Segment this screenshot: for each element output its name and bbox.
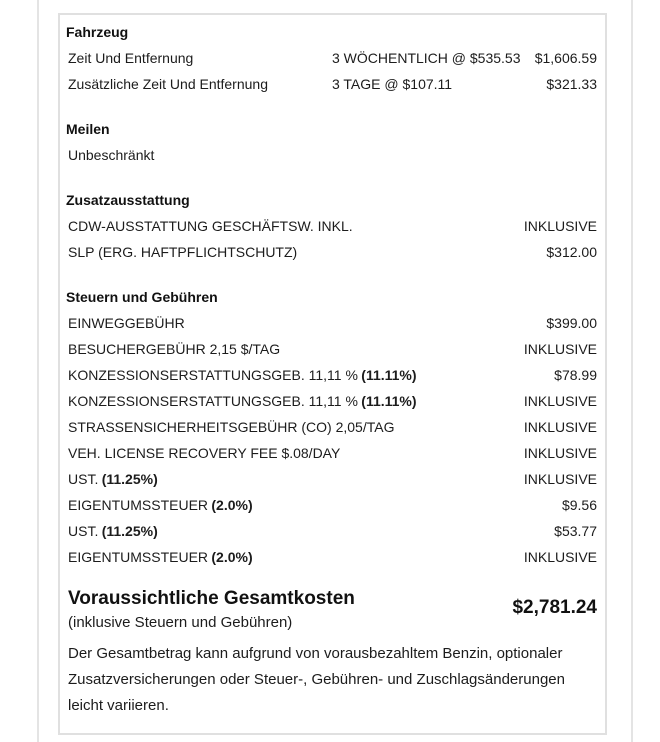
charge-row <box>66 310 597 336</box>
charge-label: SLP (ERG. HAFTPFLICHTSCHUTZ) <box>68 244 298 260</box>
charge-row <box>66 142 597 168</box>
charge-label: KONZESSIONSERSTATTUNGSGEB. 11,11 % <box>68 367 358 383</box>
page-column <box>37 0 633 742</box>
charge-label-wrap <box>68 544 253 570</box>
charge-amount: INKLUSIVE <box>523 218 597 234</box>
charge-label-wrap <box>68 388 417 414</box>
charge-label-percentage: (11.11%) <box>361 393 417 409</box>
charge-amount: $399.00 <box>546 315 597 331</box>
charge-amount: $9.56 <box>561 497 597 513</box>
charge-rate: 3 WÖCHENTLICH @ $535.53 <box>332 50 521 66</box>
charge-label-percentage: (11.11%) <box>361 367 417 383</box>
estimated-total-subtitle: (inklusive Steuern und Gebühren) <box>68 614 293 631</box>
charge-label: KONZESSIONSERSTATTUNGSGEB. 11,11 % <box>68 393 358 409</box>
charge-row <box>66 440 597 466</box>
charge-label-percentage: (2.0%) <box>211 497 253 513</box>
charges-section <box>66 284 597 570</box>
charge-label-wrap <box>68 466 158 492</box>
rental-charges-panel <box>58 13 607 735</box>
charge-label-wrap <box>68 45 332 71</box>
charge-row <box>66 518 597 544</box>
charge-label-wrap <box>68 440 340 466</box>
charge-amount: INKLUSIVE <box>523 341 597 357</box>
estimated-total-text <box>68 586 512 634</box>
charge-row <box>66 466 597 492</box>
section-title: Fahrzeug <box>66 24 129 40</box>
charge-label-wrap <box>68 239 297 265</box>
charge-label-wrap <box>68 71 332 97</box>
charge-label-wrap <box>68 213 353 239</box>
charge-label: STRASSENSICHERHEITSGEBÜHR (CO) 2,05/TAG <box>68 419 395 435</box>
charge-label: EINWEGGEBÜHR <box>68 315 185 331</box>
charges-section <box>66 19 597 97</box>
charge-row <box>66 71 597 97</box>
estimated-total-title: Voraussichtliche Gesamtkosten <box>68 588 355 609</box>
charge-label: CDW-AUSSTATTUNG GESCHÄFTSW. INKL. <box>68 218 353 234</box>
charge-label-percentage: (11.25%) <box>101 471 158 487</box>
charge-amount: $321.33 <box>546 76 597 92</box>
charge-amount: INKLUSIVE <box>523 471 597 487</box>
estimated-total-amount: $2,781.24 <box>512 597 597 618</box>
charge-row <box>66 362 597 388</box>
charge-label-wrap <box>68 310 185 336</box>
charge-label-percentage: (2.0%) <box>211 549 253 565</box>
charge-label: Zeit Und Entfernung <box>68 50 194 66</box>
charge-amount: $1,606.59 <box>534 50 597 66</box>
charge-amount: INKLUSIVE <box>523 393 597 409</box>
charge-row <box>66 492 597 518</box>
estimated-total-block <box>66 586 597 634</box>
charge-amount: INKLUSIVE <box>523 445 597 461</box>
section-title: Meilen <box>66 121 110 137</box>
charge-amount: $53.77 <box>554 523 597 539</box>
charge-rate: 3 TAGE @ $107.11 <box>332 76 453 92</box>
charge-amount: INKLUSIVE <box>523 549 597 565</box>
section-title: Steuern und Gebühren <box>66 289 218 305</box>
charges-section <box>66 116 597 168</box>
charge-label: Unbeschränkt <box>68 147 155 163</box>
charge-label-wrap <box>68 414 394 440</box>
charge-amount: $78.99 <box>554 367 597 383</box>
charge-label-percentage: (11.25%) <box>101 523 158 539</box>
charge-row <box>66 544 597 570</box>
section-title: Zusatzausstattung <box>66 192 190 208</box>
charges-sections <box>66 19 597 570</box>
charge-label: EIGENTUMSSTEUER <box>68 497 209 513</box>
charge-amount: $312.00 <box>546 244 597 260</box>
charge-row <box>66 213 597 239</box>
charge-row <box>66 336 597 362</box>
charge-label-wrap <box>68 336 280 362</box>
charge-label: VEH. LICENSE RECOVERY FEE $.08/DAY <box>68 445 341 461</box>
charge-label: Zusätzliche Zeit Und Entfernung <box>68 76 268 92</box>
charge-label: BESUCHERGEBÜHR 2,15 $/TAG <box>68 341 281 357</box>
charge-label-wrap <box>68 518 158 544</box>
charge-label-wrap <box>68 362 417 388</box>
charge-label-wrap <box>68 142 154 168</box>
charge-label: EIGENTUMSSTEUER <box>68 549 209 565</box>
charge-row <box>66 388 597 414</box>
charge-row <box>66 414 597 440</box>
charge-amount: INKLUSIVE <box>523 419 597 435</box>
charge-row <box>66 239 597 265</box>
charge-label-wrap <box>68 492 253 518</box>
charge-label: UST. <box>68 523 99 539</box>
total-disclaimer: Der Gesamtbetrag kann aufgrund von vorausbezahltem Benzin, optionaler Zusatzversicherungen oder Steuer-, Gebühren- und Zuschlagsänderungen leicht variieren. <box>68 645 565 714</box>
charges-section <box>66 187 597 265</box>
charge-row <box>66 45 597 71</box>
charge-label: UST. <box>68 471 99 487</box>
